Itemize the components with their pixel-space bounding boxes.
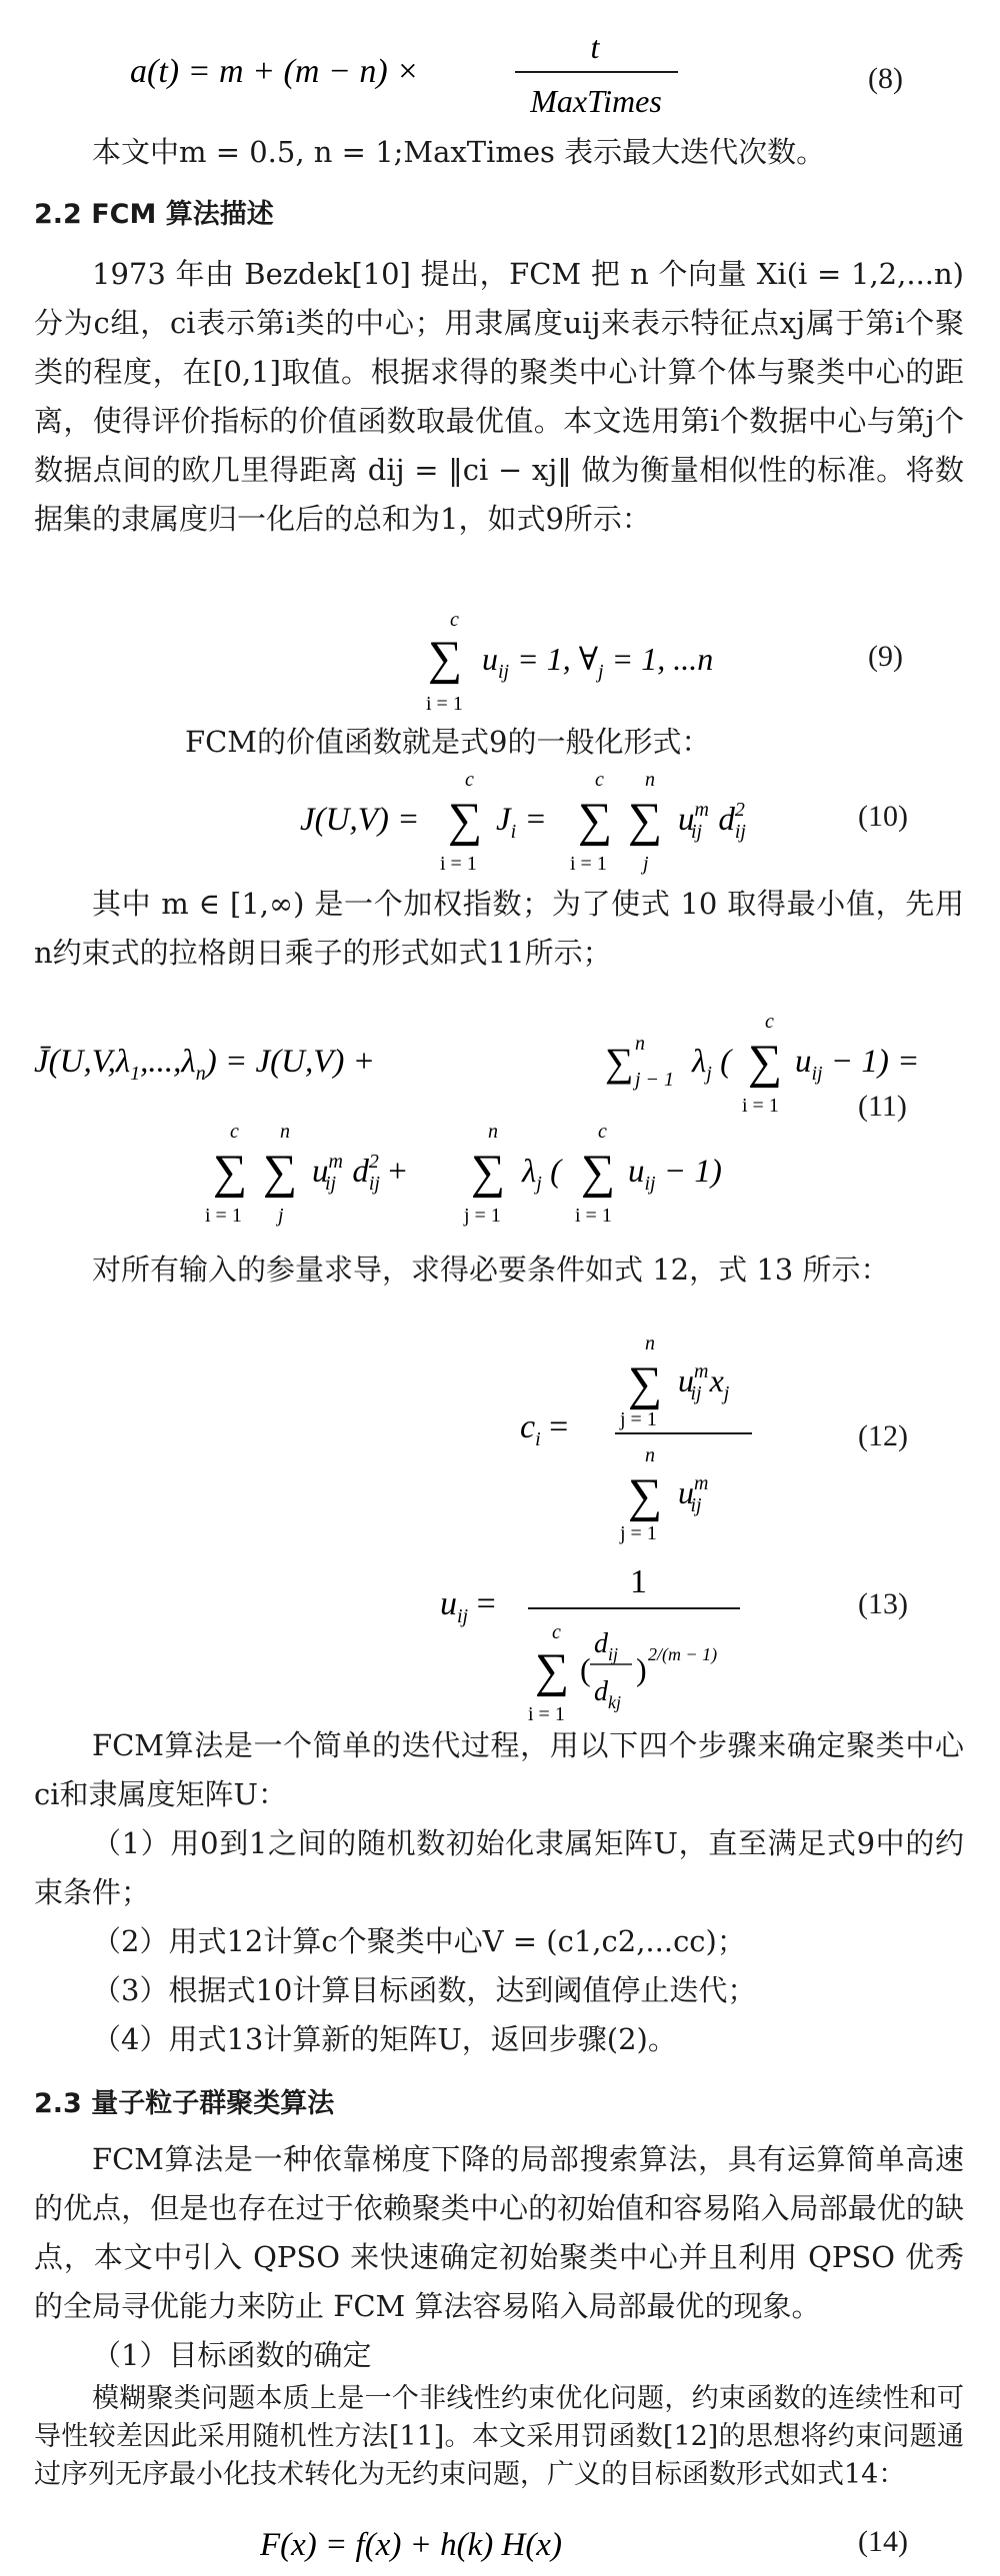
equation-12: [520, 1329, 780, 1549]
svg-text:∑: ∑: [581, 1146, 616, 1199]
eq11-number: (11): [858, 1090, 907, 1123]
section-2-2-heading: 2.2 FCM 算法描述: [34, 199, 274, 230]
eq14-body: F(x) = f(x) + h(k) H(x): [260, 2527, 562, 2563]
svg-text:umij: $u^m$ ij: [678, 1472, 709, 1516]
eq8-lhs: a(t) = m + (m − n) ×: [130, 53, 420, 90]
svg-text:uij =: $u_{ij}$ =: [440, 1585, 496, 1627]
svg-text:umij d2ij: $u^m$ ij $d^2$ ij: [678, 799, 746, 843]
eq8-numerator: t: [590, 29, 600, 65]
svg-text:i = 1: i = 1: [440, 853, 477, 875]
svg-text:∑: ∑: [578, 794, 613, 847]
svg-text:c: c: [230, 1121, 239, 1143]
svg-text:umijxj: $u^m$ ij $x_j$: [678, 1360, 730, 1404]
equation-10: [300, 770, 860, 880]
qpso-paragraph: FCM算法是一种依靠梯度下降的局部搜索算法，具有运算简单高速的优点，但是也存在过于依赖聚类中心的初始值和容易陷入局部最优的缺点，本文中引入 QPSO 来快速确定初始聚类中心并且利用 QPSO 优秀的全局寻优能力来防止 FCM 算法容易陷入局部最优的现象。: [34, 2142, 964, 2323]
iteration-paragraph: FCM算法是一个简单的迭代过程，用以下四个步骤来确定聚类中心ci和隶属度矩阵U：: [34, 1728, 964, 1811]
svg-text:1: 1: [630, 1563, 647, 1600]
step-1: （1）用0到1之间的随机数初始化隶属矩阵U，直至满足式9中的约束条件；: [34, 1826, 964, 1909]
derivation-paragraph: 对所有输入的参量求导，求得必要条件如式 12，式 13 所示：: [92, 1253, 890, 1287]
svg-text:∑: ∑: [628, 1357, 663, 1410]
svg-text:∑: ∑: [448, 794, 483, 847]
svg-text:∑: ∑: [535, 1644, 570, 1697]
equation-9: [420, 610, 840, 720]
svg-text:n: n: [635, 1033, 645, 1055]
svg-text:n: n: [645, 1444, 655, 1466]
step-2: （2）用式12计算c个聚类中心V = (c1,c2,...cc)；: [92, 1924, 746, 1958]
svg-text:): ): [636, 1651, 647, 1687]
svg-text:j − 1: j − 1: [635, 1069, 675, 1091]
svg-text:∑: ∑: [628, 794, 663, 847]
eq9-body: $u_{ij} = 1$, $\forall_j = 1$, ...n: [482, 641, 714, 683]
svg-text:uij − 1): $u_{ij} - 1$): [628, 1154, 722, 1195]
subsection-objective: （1）目标函数的确定: [92, 2338, 372, 2372]
svg-text:n: n: [488, 1121, 498, 1143]
fuzzy-paragraph: 模糊聚类问题本质上是一个非线性约束优化问题，约束函数的连续性和可导性较差因此采用随机性方法[11]。本文采用罚函数[12]的思想将约束问题通过序列无序最小化技术转化为无约束问题，广义的目标函数形式如式14：: [34, 2383, 964, 2490]
eq9-sum-top: c: [450, 610, 459, 631]
svg-text:i = 1: i = 1: [575, 1205, 612, 1227]
svg-text:i = 1: i = 1: [570, 853, 607, 875]
svg-text:n: n: [280, 1121, 290, 1143]
svg-text:∑: ∑: [263, 1146, 298, 1199]
svg-text:j = 1: j = 1: [620, 1408, 657, 1430]
step-3: （3）根据式10计算目标函数，达到阈值停止迭代；: [92, 1973, 757, 2007]
svg-text:∑: ∑: [471, 1146, 506, 1199]
svg-text:n: n: [645, 770, 655, 791]
cost-function-line: FCM的价值函数就是式9的一般化形式：: [185, 725, 711, 759]
svg-text:c: c: [552, 1621, 561, 1643]
svg-text:2/(m − 1): 2/(m − 1): [648, 1644, 718, 1664]
eq12-number: (12): [858, 1419, 908, 1452]
svg-text:dkj: $d_{kj}$: [594, 1676, 621, 1712]
sigma-symbol: ∑: [428, 632, 463, 685]
eq8-denominator: MaxTimes: [530, 83, 662, 119]
svg-text:(: (: [580, 1651, 591, 1687]
svg-text:i = 1: i = 1: [742, 1095, 779, 1117]
svg-text:c: c: [598, 1121, 607, 1143]
svg-text:i = 1: i = 1: [528, 1703, 565, 1725]
svg-text:J̄(U,V,λ1,...,λn) = J(U,V) +: $J̄(U,V,\lambda_1,...,\lambda_n) = J(U,V)$ +: [34, 1044, 375, 1085]
equation-13: [440, 1544, 780, 1734]
svg-text:λj (: $\lambda_j$ (: [692, 1044, 732, 1085]
svg-text:j = 1: j = 1: [464, 1205, 501, 1227]
svg-text:j: j: [643, 853, 649, 875]
fcm-intro-paragraph: 1973 年由 Bezdek[10] 提出，FCM 把 n 个向量 Xi(i = 1,2,...n)分为c组，ci表示第i类的中心；用隶属度uij来表示特征点xj属于第i个聚类的程度，在[0,1]取值。根据求得的聚类中心计算个体与聚类中心的距离，使得评价指标的价值函数取最优值。本文选用第i个数据中心与第j个数据点间的欧几里得距离 dij = ‖ci − xj‖ 做为衡量相似性的标准。将数据集的隶属度归一化后的总和为1，如式9所示：: [34, 257, 964, 536]
svg-text:j: j: [278, 1205, 284, 1227]
svg-text:uij − 1) =: $u_{ij} - 1$) =: [795, 1044, 920, 1085]
section-2-3-heading: 2.3 量子粒子群聚类算法: [34, 2088, 335, 2119]
eq14-number: (14): [858, 2525, 908, 2558]
svg-text:c: c: [465, 770, 474, 791]
eq13-number: (13): [858, 1587, 908, 1620]
equation-14: [260, 2519, 680, 2571]
svg-text:j = 1: j = 1: [620, 1522, 657, 1544]
svg-text:n: n: [645, 1332, 655, 1354]
svg-text:∑: ∑: [605, 1040, 634, 1085]
eq9-number: (9): [868, 640, 903, 673]
svg-text:i = 1: i = 1: [205, 1205, 242, 1227]
weight-paragraph: 其中 m ∈ [1,∞) 是一个加权指数；为了使式 10 取得最小值，先用n约束式的拉格朗日乘子的形式如式11所示；: [34, 887, 964, 970]
eq10-number: (10): [858, 800, 908, 833]
svg-text:∑: ∑: [628, 1469, 663, 1522]
svg-text:∑: ∑: [213, 1146, 248, 1199]
svg-text:dij: $d_{ij}$: [594, 1628, 619, 1664]
svg-text:umij d2ij +: $u^m$ ij $d^2$ ij +: [312, 1151, 407, 1195]
equation-8: [130, 20, 730, 130]
svg-text:c: c: [595, 770, 604, 791]
eq10-lhs: J(U,V) =: [300, 802, 420, 838]
eq9-sum-bottom: i = 1: [426, 693, 463, 715]
svg-text:ci =: $c_i$ =: [520, 1408, 569, 1450]
equation-11: [30, 1010, 930, 1240]
svg-text:λj (: $\lambda_j$ (: [522, 1154, 562, 1195]
step-4: （4）用式13计算新的矩阵U，返回步骤(2)。: [92, 2022, 677, 2056]
svg-text:∑: ∑: [748, 1036, 783, 1089]
params-line: 本文中m = 0.5, n = 1;MaxTimes 表示最大迭代次数。: [92, 135, 826, 169]
svg-text:c: c: [765, 1011, 774, 1033]
eq8-number: (8): [868, 62, 903, 95]
svg-text:Ji =: $J_i$ =: [496, 802, 547, 843]
